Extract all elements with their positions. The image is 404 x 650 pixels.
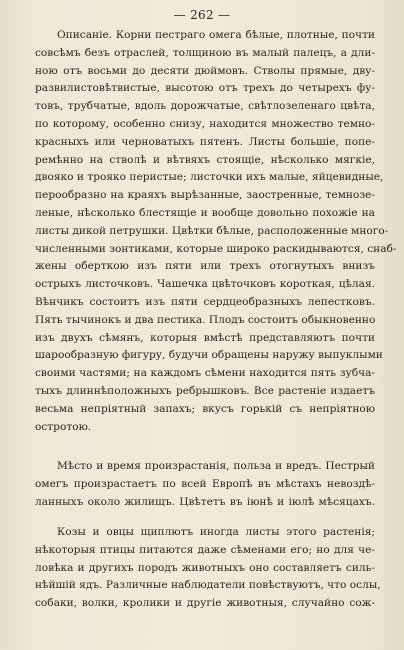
- text-line: совсѣмъ безъ отраслей, толщиною въ малый палецъ, а дли-: [35, 46, 375, 59]
- text-line: омегъ произрастаетъ по всей Европѣ въ мѣстахъ невоздѣ-: [35, 477, 375, 490]
- text-line: своими частями; на каждомъ сѣмени находится пять зубча-: [35, 367, 375, 380]
- text-line: ловѣка и другихъ породъ животныхъ оно составляетъ силь-: [35, 561, 375, 574]
- text-line: весьма непріятный запахъ; вкусъ горькій съ непріятною: [35, 402, 375, 415]
- text-line: ною отъ восьми до десяти дюймовъ. Стволы прямые, дву-: [35, 64, 375, 77]
- text-line: развилистовѣтвистые, высотою отъ трехъ до четырехъ фу-: [35, 82, 375, 95]
- text-line: товъ, трубчатые, вдоль дорожчатые, свѣтлозеленаго цвѣта,: [35, 100, 375, 113]
- text-line: шарообразную фигуру, будучи обращены наружу выпуклыми: [35, 349, 383, 362]
- text-line: нѣкоторыя птицы питаются даже сѣменами его; но для че-: [35, 543, 375, 556]
- text-line: двояко и трояко перистые; листочки ихъ малые, яйцевидные,: [35, 171, 384, 184]
- paragraph-toxicity: [35, 524, 381, 613]
- text-line: собаки, волки, кролики и другіе животныя, случайно сож-: [35, 597, 375, 610]
- text-line: жены оберткою изъ пяти или трехъ отогнутыхъ внизъ: [35, 260, 375, 273]
- text-line: остротою.: [35, 420, 92, 433]
- text-line: тыхъ длиннѣположныхъ ребрышковъ. Все растеніе издаетъ: [35, 384, 375, 397]
- text-line: листы дикой петрушки. Цвѣтки бѣлые, расположенные много-: [35, 224, 389, 237]
- text-line: красныхъ или черноватыхъ пятенъ. Листы большіе, попе-: [35, 135, 375, 148]
- text-line: по которому, особенно снизу, находится множество темно-: [35, 117, 375, 130]
- text-line: Пять тычинокъ и два пестика. Плодъ состоитъ обыкновенно: [35, 313, 376, 326]
- text-line: Вѣнчикъ состоитъ изъ пяти сердцеобразныхъ лепестковъ.: [35, 295, 375, 308]
- text-line: ланныхъ около жилищъ. Цвѣтетъ въ іюнѣ и іюлѣ мѣсяцахъ.: [35, 495, 375, 508]
- text-line: Описаніе. Корни пестраго омега бѣлые, плотные, почти: [57, 29, 375, 41]
- text-line: острыхъ листочковъ. Чашечка цвѣточковъ короткая, цѣлая.: [35, 278, 375, 291]
- text-line: изъ двухъ сѣмянъ, которыя вмѣстѣ представляютъ почти: [35, 331, 375, 344]
- text-line: ремѣнно на стволѣ и вѣтвяхъ стоящіе, нѣсколько мягкіе,: [35, 153, 375, 166]
- text-line: численными зонтиками, которые широко раскидываются, снаб-: [35, 242, 397, 255]
- page-number: — 262 —: [173, 8, 231, 22]
- text-line: нѣйшій ядъ. Различные наблюдатели повѣствуютъ, что ослы,: [35, 579, 381, 592]
- text-line: Козы и овцы щиплютъ иногда листы этого растенія;: [57, 526, 375, 538]
- paragraph-habitat: [35, 458, 375, 511]
- text-line: перообразно на краяхъ вырѣзанные, заостренные, темнозе-: [35, 189, 375, 202]
- paragraph-description: [35, 27, 397, 436]
- text-line: леные, нѣсколько блестящіе и вообще довольно похожіе на: [35, 206, 375, 219]
- text-line: Мѣсто и время произрастанія, польза и вредъ. Пестрый: [57, 460, 375, 472]
